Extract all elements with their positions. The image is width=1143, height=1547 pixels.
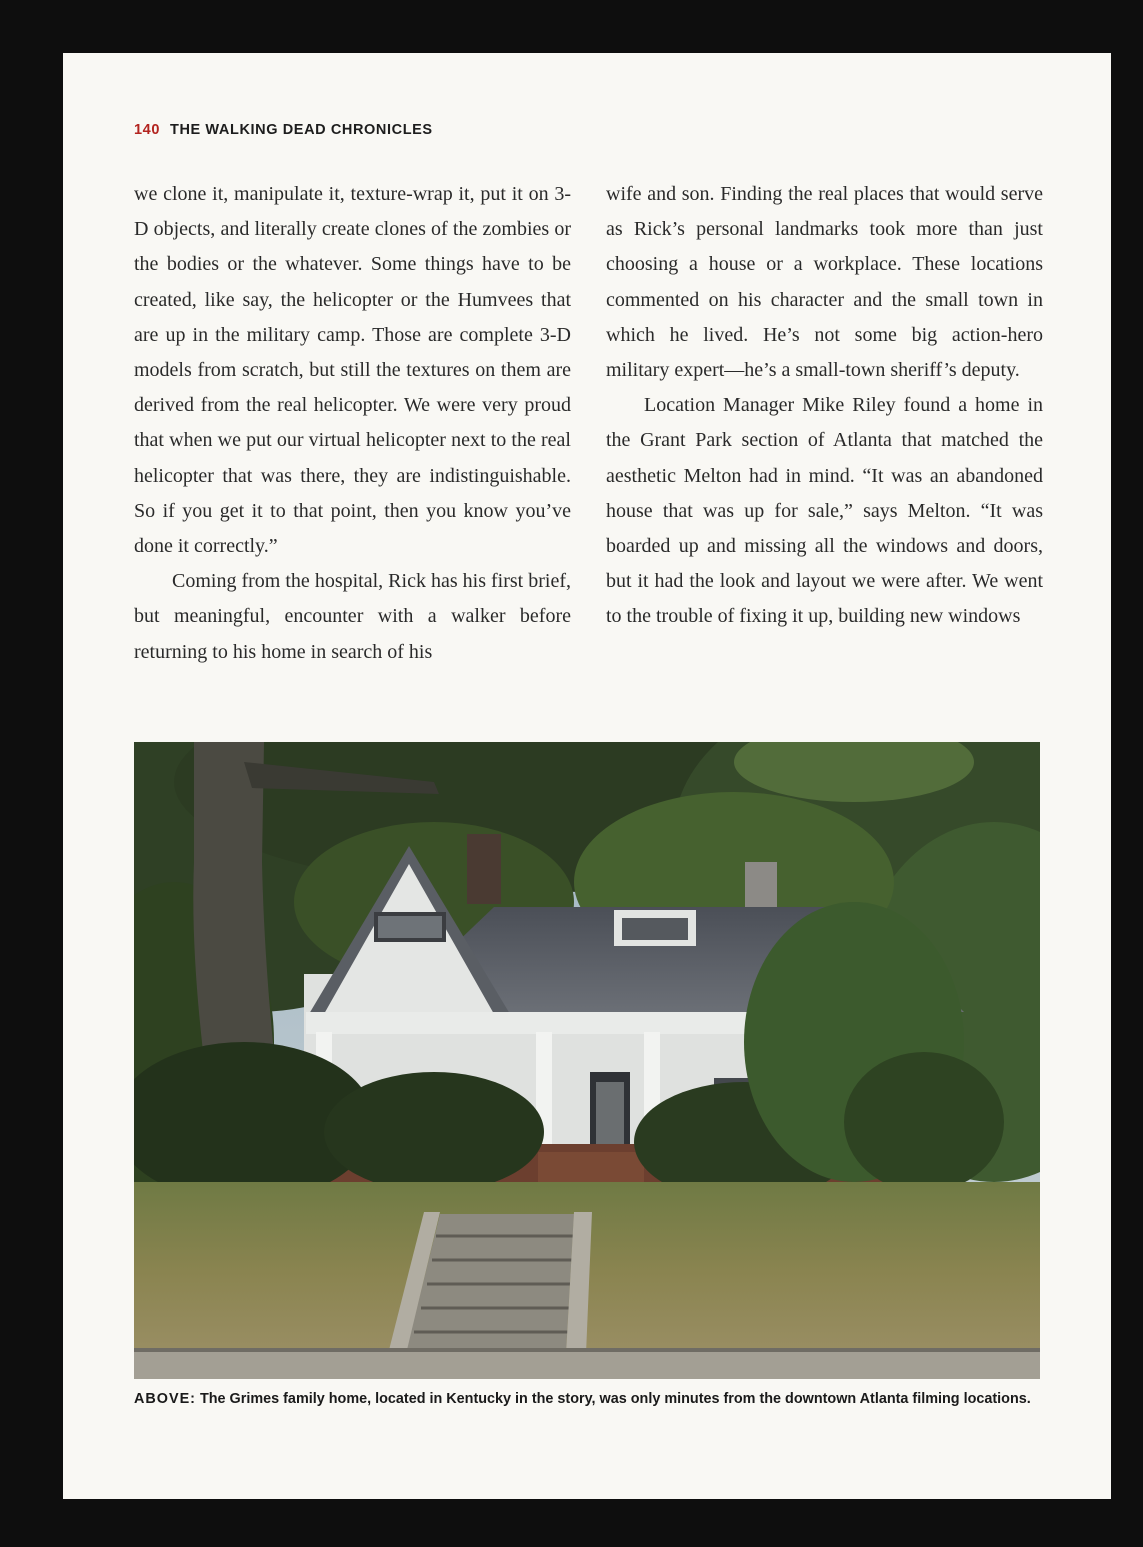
house-photo — [134, 742, 1040, 1379]
paragraph: we clone it, manipulate it, texture-wrap it, put it on 3-D objects, and literally create clones of the zombies or the bodies or the whatever. Some things have to be created, like say, the helicopter or the Humvees that are up in the military camp. Those are complete 3-D models from scratch, but still the textures on them are derived from the real helicopter. We were very proud that when we put our virtual helicopter next to the real helicopter that was there, they are indistinguishable. So if you get it to that point, then you know you’ve done it correctly.” — [134, 183, 571, 558]
caption-lead: ABOVE: — [134, 1391, 196, 1407]
page-number: 140 — [134, 122, 160, 138]
paragraph: Coming from the hospital, Rick has his first brief, but meaningful, encounter with a walker before returning to his home in search of his — [134, 570, 571, 663]
book-title: THE WALKING DEAD CHRONICLES — [170, 122, 433, 138]
book-page — [63, 53, 1111, 1499]
right-column — [606, 177, 1043, 635]
left-column — [134, 177, 571, 670]
running-head — [134, 122, 433, 138]
caption-text: The Grimes family home, located in Kentucky in the story, was only minutes from the downtown Atlanta filming locations. — [199, 1391, 1031, 1407]
photo-caption — [134, 1388, 1040, 1410]
paragraph: wife and son. Finding the real places that would serve as Rick’s personal landmarks took more than just choosing a house or a workplace. These locations commented on his character and the small town in which he lived. He’s not some big action-hero military expert—he’s a small-town sheriff’s deputy. — [606, 183, 1043, 382]
paragraph: Location Manager Mike Riley found a home in the Grant Park section of Atlanta that matched the aesthetic Melton had in mind. “It was an abandoned house that was up for sale,” says Melton. “It was boarded up and missing all the windows and doors, but it had the look and layout we were after. We went to the trouble of fixing it up, building new windows — [606, 394, 1043, 628]
